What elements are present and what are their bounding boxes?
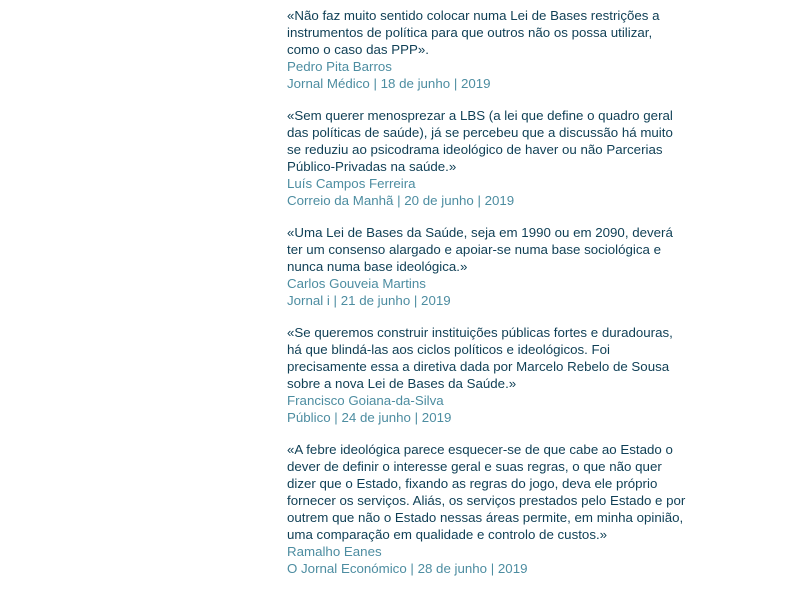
quote-source: Público | 24 de junho | 2019 bbox=[287, 410, 452, 425]
quote-text: «Não faz muito sentido colocar numa Lei de Bases restrições a instrumentos de política para que outros não os possa utilizar, como o caso das PPP». bbox=[287, 8, 660, 57]
quote-author: Pedro Pita Barros bbox=[287, 59, 392, 74]
quote-source: Correio da Manhã | 20 de junho | 2019 bbox=[287, 193, 515, 208]
quote-block bbox=[287, 324, 687, 426]
quote-text: «Uma Lei de Bases da Saúde, seja em 1990 ou em 2090, deverá ter um consenso alargado e apoiar-se numa base sociológica e nunca numa base ideológica.» bbox=[287, 225, 673, 274]
quote-block bbox=[287, 7, 687, 92]
quote-source: O Jornal Económico | 28 de junho | 2019 bbox=[287, 561, 528, 576]
quote-author: Luís Campos Ferreira bbox=[287, 176, 416, 191]
quotes-list bbox=[287, 7, 687, 592]
quote-author: Francisco Goiana-da-Silva bbox=[287, 393, 444, 408]
quote-text: «A febre ideológica parece esquecer-se de que cabe ao Estado o dever de definir o interesse geral e suas regras, o que não quer dizer que o Estado, fixando as regras do jogo, deva ele próprio fornecer os serviços. Aliás, os serviços prestados pelo Estado e por outrem que não o Estado nessas áreas permite, em minha opinião, uma comparação em qualidade e controlo de custos.» bbox=[287, 442, 686, 542]
quote-block bbox=[287, 224, 687, 309]
quote-text: «Sem querer menosprezar a LBS (a lei que define o quadro geral das políticas de saúde), já se percebeu que a discussão há muito se reduziu ao psicodrama ideológico de haver ou não Parcerias Público-Privadas na saúde.» bbox=[287, 108, 673, 174]
quote-source: Jornal Médico | 18 de junho | 2019 bbox=[287, 76, 491, 91]
quote-author: Ramalho Eanes bbox=[287, 544, 382, 559]
quote-block bbox=[287, 107, 687, 209]
quote-block bbox=[287, 441, 687, 577]
quote-text: «Se queremos construir instituições públicas fortes e duradouras, há que blindá-las aos ciclos políticos e ideológicos. Foi precisamente essa a diretiva dada por Marcelo Rebelo de Sousa sobre a nova Lei de Bases da Saúde.» bbox=[287, 325, 673, 391]
quote-author: Carlos Gouveia Martins bbox=[287, 276, 426, 291]
quote-source: Jornal i | 21 de junho | 2019 bbox=[287, 293, 451, 308]
